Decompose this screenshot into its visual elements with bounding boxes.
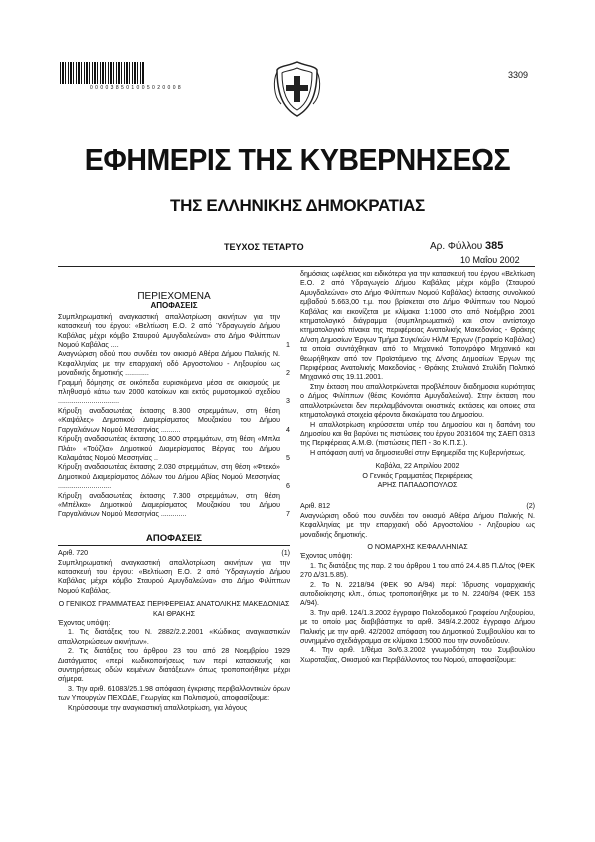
- paragraph: δημόσιας ωφέλειας και ειδικότερα για την κατασκευή του έργου «Βελτίωση Ε.Ο. 2 από Υδραγωγείο Δήμου Καβάλας μέχρι κόμβο (Σταυρού Αμυγδαλεώνα» στο Δήμο Φιλίππων Νομού Καβάλας) έκτασης συνολικού εμβαδού 5.663,00 τ.μ. που βρίσκεται στο Δήμο Φιλίππων του Νομού Καβάλας και εικονίζεται με κλίμακα 1:1000 στο από Νοέμβριο 2001 κτηματολογικό διάγραμμα (συμπληρωματικό) και στον αντίστοιχο κτηματολογικό πίνακα της περιφέρειας Ανατολικής Μακεδονίας - Θράκης Δ/νση Δημοσίων Έργων Τμήμα Συγκ/κών Ηλ/Μ Έργων (Γραφείο Καβάλας) τα οποία συντάχθηκαν από το Μηχανικό Τοπογράφο Μηχανικό και θεωρήθηκαν από τον Προϊστάμενο της Δ/νσης Δημοσίων Έργων της Περιφέρειας Ανατολικής Μακεδονίας - Θράκης Στυλιανό Στυλίδη Πολιτικό Μηχανικό στις 19.11.2001.: [300, 270, 535, 382]
- toc-item: [58, 350, 290, 378]
- paragraph: 2. Τις διατάξεις του άρθρου 23 του από 28 Νοεμβρίου 1929 Διατάγματος «περί κωδικοποιήσεως των περί κατασκευής και συντηρήσεως οδών κειμένων διατάξεων» όπως τροποποιήθηκε μέχρι σήμερα.: [58, 647, 290, 684]
- sheet-number-value: 385: [485, 240, 504, 252]
- issue-label: ΤΕΥΧΟΣ ΤΕΤΑΡΤΟ: [224, 242, 304, 252]
- left-column: [58, 270, 290, 713]
- decision-authority: Ο ΓΕΝΙΚΟΣ ΓΡΑΜΜΑΤΕΑΣ ΠΕΡΙΦΕΡΕΙΑΣ ΑΝΑΤΟΛΙΚΗΣ ΜΑΚΕΔΟΝΙΑΣ ΚΑΙ ΘΡΑΚΗΣ: [58, 600, 290, 618]
- toc-item-text: Κήρυξη αναδασωτέας έκτασης 8.300 στρεμμάτων, στη θέση «Καψάλες» Δημοτικού Διαμερίσματος Μουζακίου του Δήμου Γαργαλιάνων Νομού Μεσσηνίας ..........: [58, 406, 280, 434]
- decision-ref: Αριθ. 720: [58, 549, 89, 558]
- paragraph: 3. Την αριθ. 61083/25.1.98 απόφαση έγκρισης περιβαλλοντικών όρων των Υπουργών ΠΕΧΩΔΕ, Γεωργίας και Πολιτισμού, αποφασίζουμε:: [58, 684, 290, 703]
- page-number: 3309: [508, 70, 529, 80]
- paragraph: Στην έκταση που απαλλοτριώνεται προβλέπουν διαδημοσια κυριότητας ο Δήμος Φιλίππων (θέσις Κονιόπτα Αμυγδαλεώνα). Στην έκταση που απαλλοτριώνεται δεν περιλαμβάνονται οικιστικές εκτάσεις και οποιες στα κτηματολογικά στοιχεία φέροντα δικαιώματα του Δημοσίου.: [300, 382, 535, 420]
- decision-num: (2): [526, 502, 535, 511]
- paragraph: 1. Τις διατάξεις της παρ. 2 του άρθρου 1 του από 24.4.85 Π.Δ/τος (ΦΕΚ 270 Δ/31.5.85).: [300, 561, 535, 580]
- toc-item-page: 2: [286, 369, 290, 378]
- paragraph: Η απαλλοτρίωση κηρύσσεται υπέρ του Δημοσίου και η δαπάνη του Δημοσίου και θα βαρύνει τις πιστώσεις του έργου 2031604 της ΣΑΕΠ 0313 της Περιφέρειας Α.Μ.Θ. (πιστώσεις ΠΕΠ - 3ο Κ.Π.Σ.).: [300, 420, 535, 448]
- right-column: [300, 270, 535, 665]
- sheet-number: [430, 240, 503, 252]
- toc-item-text: Γραμμή δόμησης σε οικόπεδα ευρισκόμενα μέσα σε οικισμούς με πληθυσμό κάτω των 2000 κατοίκων και εκτός ρυμοτομικού σχεδίου ...............................: [58, 378, 280, 406]
- toc-item: [58, 407, 290, 435]
- toc-item-page: 7: [286, 510, 290, 519]
- gazette-title: ΕΦΗΜΕΡΙΣ ΤΗΣ ΚΥΒΕΡΝΗΣΕΩΣ: [84, 142, 511, 177]
- paragraph: Κηρύσσουμε την αναγκαστική απαλλοτρίωση, για λόγους: [68, 703, 248, 712]
- paragraph: 1. Τις διατάξεις του Ν. 2882/2.2.2001 «Κώδικας αναγκαστικών απαλλοτριώσεων ακινήτων».: [58, 628, 290, 646]
- toc-item: [58, 435, 290, 463]
- header-rule: [58, 266, 535, 267]
- section-rule: [58, 545, 290, 546]
- decision-title: Συμπληρωματική αναγκαστική απαλλοτρίωση ακινήτων για την κατασκευή του έργου: «Βελτίωση Ε.Ο. 2 από Ύδραγωγείο Δήμου Καβάλας μέχρι κόμβο Σταυρού Αμυγδαλεώνα» στο Δήμο Φιλίππων Νομού Καβάλας.: [58, 558, 290, 595]
- toc-heading: ΠΕΡΙΕΧΟΜΕΝΑ: [137, 291, 211, 302]
- barcode-number: 0 0 0 0 3 8 5 0 1 0 0 5 0 2 0 0 0 8: [90, 85, 182, 91]
- decision-num: (1): [281, 549, 290, 558]
- greek-coat-of-arms-icon: [273, 60, 321, 118]
- toc-item-page: 6: [286, 482, 290, 491]
- decision-ref: Αριθ. 812: [300, 502, 331, 511]
- toc-list: [58, 313, 290, 520]
- toc-item: [58, 463, 290, 491]
- toc-item: [58, 492, 290, 520]
- paragraph: Η απόφαση αυτή να δημοσιευθεί στην Εφημερίδα της Κυβερνήσεως.: [310, 448, 526, 457]
- section-title: ΑΠΟΦΑΣΕΙΣ: [146, 532, 202, 544]
- barcode: [60, 62, 144, 84]
- toc-item-text: Κήρυξη αναδασωτέας έκτασης 10.800 στρεμμάτων, στη θέση «Μπλα Πλάι» «Τούζλα» Δημοτικού Διαμερίσματος Βέργας του Δήμου Καλαμάτας Νομού Μεσσηνίας ..: [58, 435, 280, 462]
- toc-subheading: ΑΠΟΦΑΣΕΙΣ: [150, 301, 198, 311]
- having-in-mind: Έχοντας υπόψη:: [58, 619, 111, 627]
- toc-item: [58, 379, 290, 407]
- toc-item: [58, 313, 290, 351]
- toc-item-text: Κήρυξη αναδασωτέας έκτασης 7.300 στρεμμάτων, στη θέση «Μπέλκα» Δημοτικού Διαμερίσματος Μουζακίου του Δήμου Γαργαλιάνων Νομού Μεσσηνίας .............: [58, 491, 280, 519]
- toc-item-page: 1: [286, 341, 290, 350]
- toc-item-text: Αναγνώριση οδού που συνδέει τον οικισμό Αθέρα Δήμου Παλικής Ν. Κεφαλληνίας με την επαρχιακή οδό Αργοστολιου - Ληξουρίου ως μοναδικής δημοτικής ............: [58, 350, 280, 378]
- toc-item-page: 4: [286, 425, 290, 434]
- decision-title: Αναγνώριση οδού που συνδέει τον οικισμό Αθέρα Δήμου Παλικής Ν. Κεφαλληνίας με την επαρχιακή οδό Αργοστολίου - Ληξουρίου ως μοναδικής δημοτικής.: [300, 511, 535, 539]
- paragraph: 3. Την αριθ. 124/1.3.2002 έγγραφο Πολεοδομικού Γραφείου Ληξουρίου, με το οποίο μας διαβιβάστηκε το αριθ. 349/4.2.2002 έγγραφο Δήμου Παλικής με την αριθ. 42/2002 απόφαση του Δημοτικού Συμβουλίου και το συνημμένο σχεδιάγραμμα σε κλίμακα 1:5000 που την συνοδεύουν.: [300, 608, 535, 646]
- place-date: Καβάλα, 22 Απριλίου 2002: [375, 462, 460, 471]
- sheet-label: Αρ. Φύλλου: [430, 241, 483, 252]
- signer-name: ΑΡΗΣ ΠΑΠΑΔΟΠΟΥΛΟΣ: [377, 480, 458, 489]
- paragraph: 4. Την αριθ. 1/θέμα 3ο/6.3.2002 γνωμοδότηση του Συμβουλίου Χωροταξίας, Οικισμού και Περιβάλλοντος του Νομού, αποφασίζουμε:: [300, 646, 535, 664]
- toc-item-page: 5: [286, 453, 290, 462]
- paragraph: 2. Το Ν. 2218/94 (ΦΕΚ 90 Α/94) περί: Ίδρυσης νομαρχιακής αυτοδιοίκησης κλπ., όπως τροποποιήθηκε με το Ν. 2240/94 (ΦΕΚ 153 Α/94).: [300, 580, 535, 608]
- issue-date: 10 Μαΐου 2002: [460, 255, 520, 265]
- toc-item-text: Συμπληρωματική αναγκαστική απαλλοτρίωση ακινήτων για την κατασκευή του έργου: «Βελτίωση Ε.Ο. 2 από Ύδραγωγείο Δήμου Καβάλας μέχρι κόμβο Σταυρού Αμυγδαλεώνα» στο Δήμο Φιλίππων Νομού Καβάλας ....: [58, 312, 280, 350]
- having-in-mind: Έχοντας υπόψη:: [300, 552, 353, 561]
- decision-authority: Ο ΝΟΜΑΡΧΗΣ ΚΕΦΑΛΛΗΝΙΑΣ: [367, 542, 468, 551]
- toc-item-text: Κήρυξη αναδασωτέας έκτασης 2.030 στρεμμάτων, στη θέση «Φτεκό» Δημοτικού Διαμερίσματος Δόλων του Δήμου Αβίας Νομού Μεσσηνίας ...........................: [58, 463, 280, 491]
- toc-item-page: 3: [286, 397, 290, 406]
- gazette-subtitle: ΤΗΣ ΕΛΛΗΝΙΚΗΣ ΔΗΜΟΚΡΑΤΙΑΣ: [170, 196, 425, 215]
- signer-title: Ο Γενικός Γραμματέας Περιφέρειας: [362, 471, 473, 480]
